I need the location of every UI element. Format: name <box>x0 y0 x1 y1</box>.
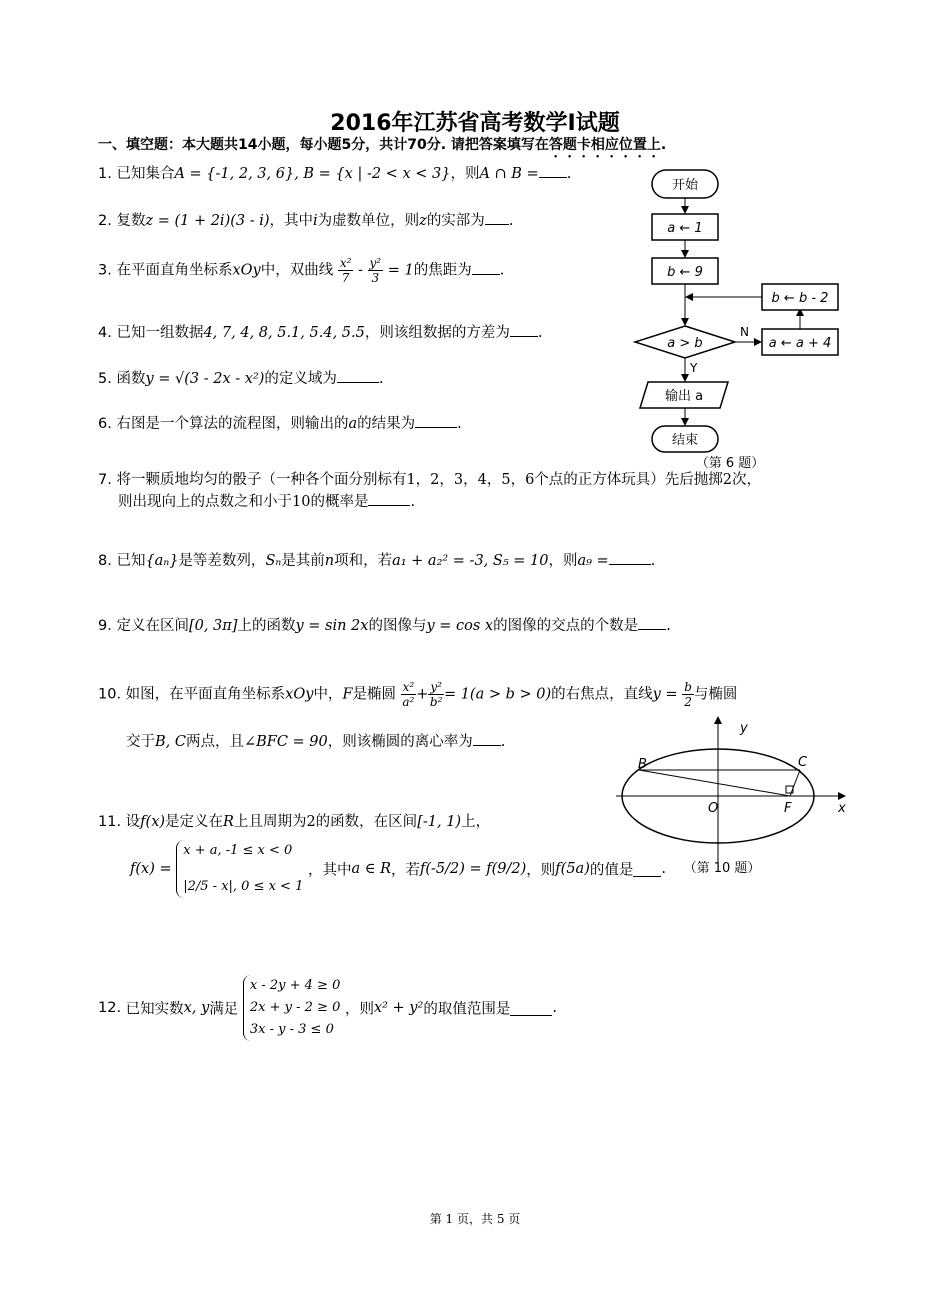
question-11: 11. 设f(x)是定义在R上且周期为2的函数，在区间[-1, 1)上， <box>98 814 491 830</box>
svg-text:Y: Y <box>690 361 698 375</box>
svg-text:开始: 开始 <box>671 178 699 193</box>
question-5: 5. 函数y = √(3 - 2x - x²)的定义域为 . <box>98 367 384 388</box>
svg-text:a ← a + 4: a ← a + 4 <box>768 336 832 351</box>
question-8: 8. 已知{aₙ}是等差数列，Sₙ是其前n项和，若a₁ + a₂² = -3, S₅ = 10，则a₉ = . <box>98 549 655 570</box>
svg-text:y: y <box>740 721 748 736</box>
segment-bf <box>639 770 790 796</box>
section-text: 一、填空题：本大题共14小题，每小题5分，共计70分. 请把答案填写在 <box>98 137 549 153</box>
constraint-brace: x - 2y + 4 ≥ 0 2x + y - 2 ≥ 0 3x - y - 3 ≤ 0 <box>243 975 340 1041</box>
ellipse-figure <box>612 712 862 882</box>
answer-blank <box>638 615 666 630</box>
question-10-line2: 交于B, C两点，且∠BFC = 90，则该椭圆的离心率为 . <box>126 730 505 751</box>
svg-text:C: C <box>798 755 808 770</box>
fraction: $\frac{\text{y²}}{3}$ <box>369 256 382 285</box>
svg-text:O: O <box>708 801 719 816</box>
svg-text:结束: 结束 <box>671 433 699 448</box>
svg-text:x: x <box>838 801 846 816</box>
question-6: 6. 右图是一个算法的流程图，则输出的a的结果为 . <box>98 412 462 433</box>
svg-text:N: N <box>740 325 749 339</box>
svg-text:b ← 9: b ← 9 <box>667 265 703 280</box>
answer-blank <box>485 210 509 225</box>
section-end: . <box>660 137 667 153</box>
answer-blank <box>415 413 457 428</box>
page-title: 2016年江苏省高考数学Ⅰ试题 <box>330 111 620 136</box>
svg-text:a ← 1: a ← 1 <box>667 221 703 236</box>
svg-text:输出 a: 输出 a <box>664 389 704 404</box>
question-2: 2. 复数z = (1 + 2i)(3 - i)，其中i为虚数单位，则z的实部为 . <box>98 209 513 230</box>
fraction: $\frac{\text{y²}}{\text{b²}}$ <box>429 680 443 709</box>
question-9: 9. 定义在区间[0, 3π]上的函数y = sin 2x的图像与y = cos x的图像的交点的个数是 . <box>98 614 671 635</box>
question-4: 4. 已知一组数据4, 7, 4, 8, 5.1, 5.4, 5.5，则该组数据的方差为 . <box>98 321 542 342</box>
page-footer: 第 1 页，共 5 页 <box>429 1212 521 1226</box>
question-7-line2: 则出现向上的点数之和小于10的概率是 . <box>118 490 415 511</box>
svg-text:F: F <box>784 801 792 816</box>
section-emphasis: 答题卡相应位置上 <box>548 137 661 153</box>
answer-blank <box>609 550 651 565</box>
answer-blank <box>337 368 379 383</box>
question-7: 7. 将一颗质地均匀的骰子（一种各个面分别标有1，2，3，4，5，6个点的正方体玩具）先后抛掷2次， <box>98 472 762 488</box>
svg-text:（第 6 题）: （第 6 题） <box>695 456 765 471</box>
answer-blank <box>368 491 410 506</box>
flowchart-figure <box>630 162 870 477</box>
answer-blank <box>539 163 567 178</box>
fraction: $\frac{\text{x²}}{\text{a²}}$ <box>402 680 415 709</box>
answer-blank <box>510 1001 552 1016</box>
answer-blank <box>473 731 501 746</box>
question-1: 1. 已知集合A = {-1, 2, 3, 6}, B = {x | -2 < x < 3}，则A ∩ B = . <box>98 162 571 183</box>
svg-text:B: B <box>638 757 647 772</box>
fraction: $\frac{b}{2}$ <box>684 680 692 709</box>
fraction: $\frac{\text{x²}}{7}$ <box>339 256 352 285</box>
piecewise-brace: x + a, -1 ≤ x < 0 |2/5 - x|, 0 ≤ x < 1 <box>176 840 303 898</box>
answer-blank <box>472 260 500 275</box>
svg-text:b ← b - 2: b ← b - 2 <box>771 291 829 306</box>
section-heading <box>98 134 666 161</box>
segment-cf <box>790 770 800 796</box>
question-3: 3. 在平面直角坐标系xOy中，双曲线 $\frac{\text{x²}}{7}$ - $\frac{\text{y²}}{3}$ = 1的焦距为 . <box>98 256 505 285</box>
svg-text:a > b: a > b <box>667 336 703 351</box>
svg-text:（第 10 题）: （第 10 题） <box>683 861 761 876</box>
answer-blank <box>510 322 538 337</box>
question-10: 10. 如图，在平面直角坐标系xOy中，F是椭圆 $\frac{\text{x²}}{\text{a²}}$ + $\frac{\text{y²}}{\text{b²}}$ = 1(a > b > 0)的右焦点，直线y = $\frac{b}{2}$ 与椭圆 <box>98 680 738 709</box>
question-12: 12. 已知实数x, y满足 x - 2y + 4 ≥ 0 2x + y - 2 ≥ 0 3x - y - 3 ≤ 0 ，则x² + y²的取值范围是 . <box>98 975 557 1041</box>
question-11-formula: f(x) = x + a, -1 ≤ x < 0 |2/5 - x|, 0 ≤ x < 1 ，其中a ∈ R，若f(-5/2) = f(9/2)，则f(5a)的值是 . <box>130 840 666 898</box>
